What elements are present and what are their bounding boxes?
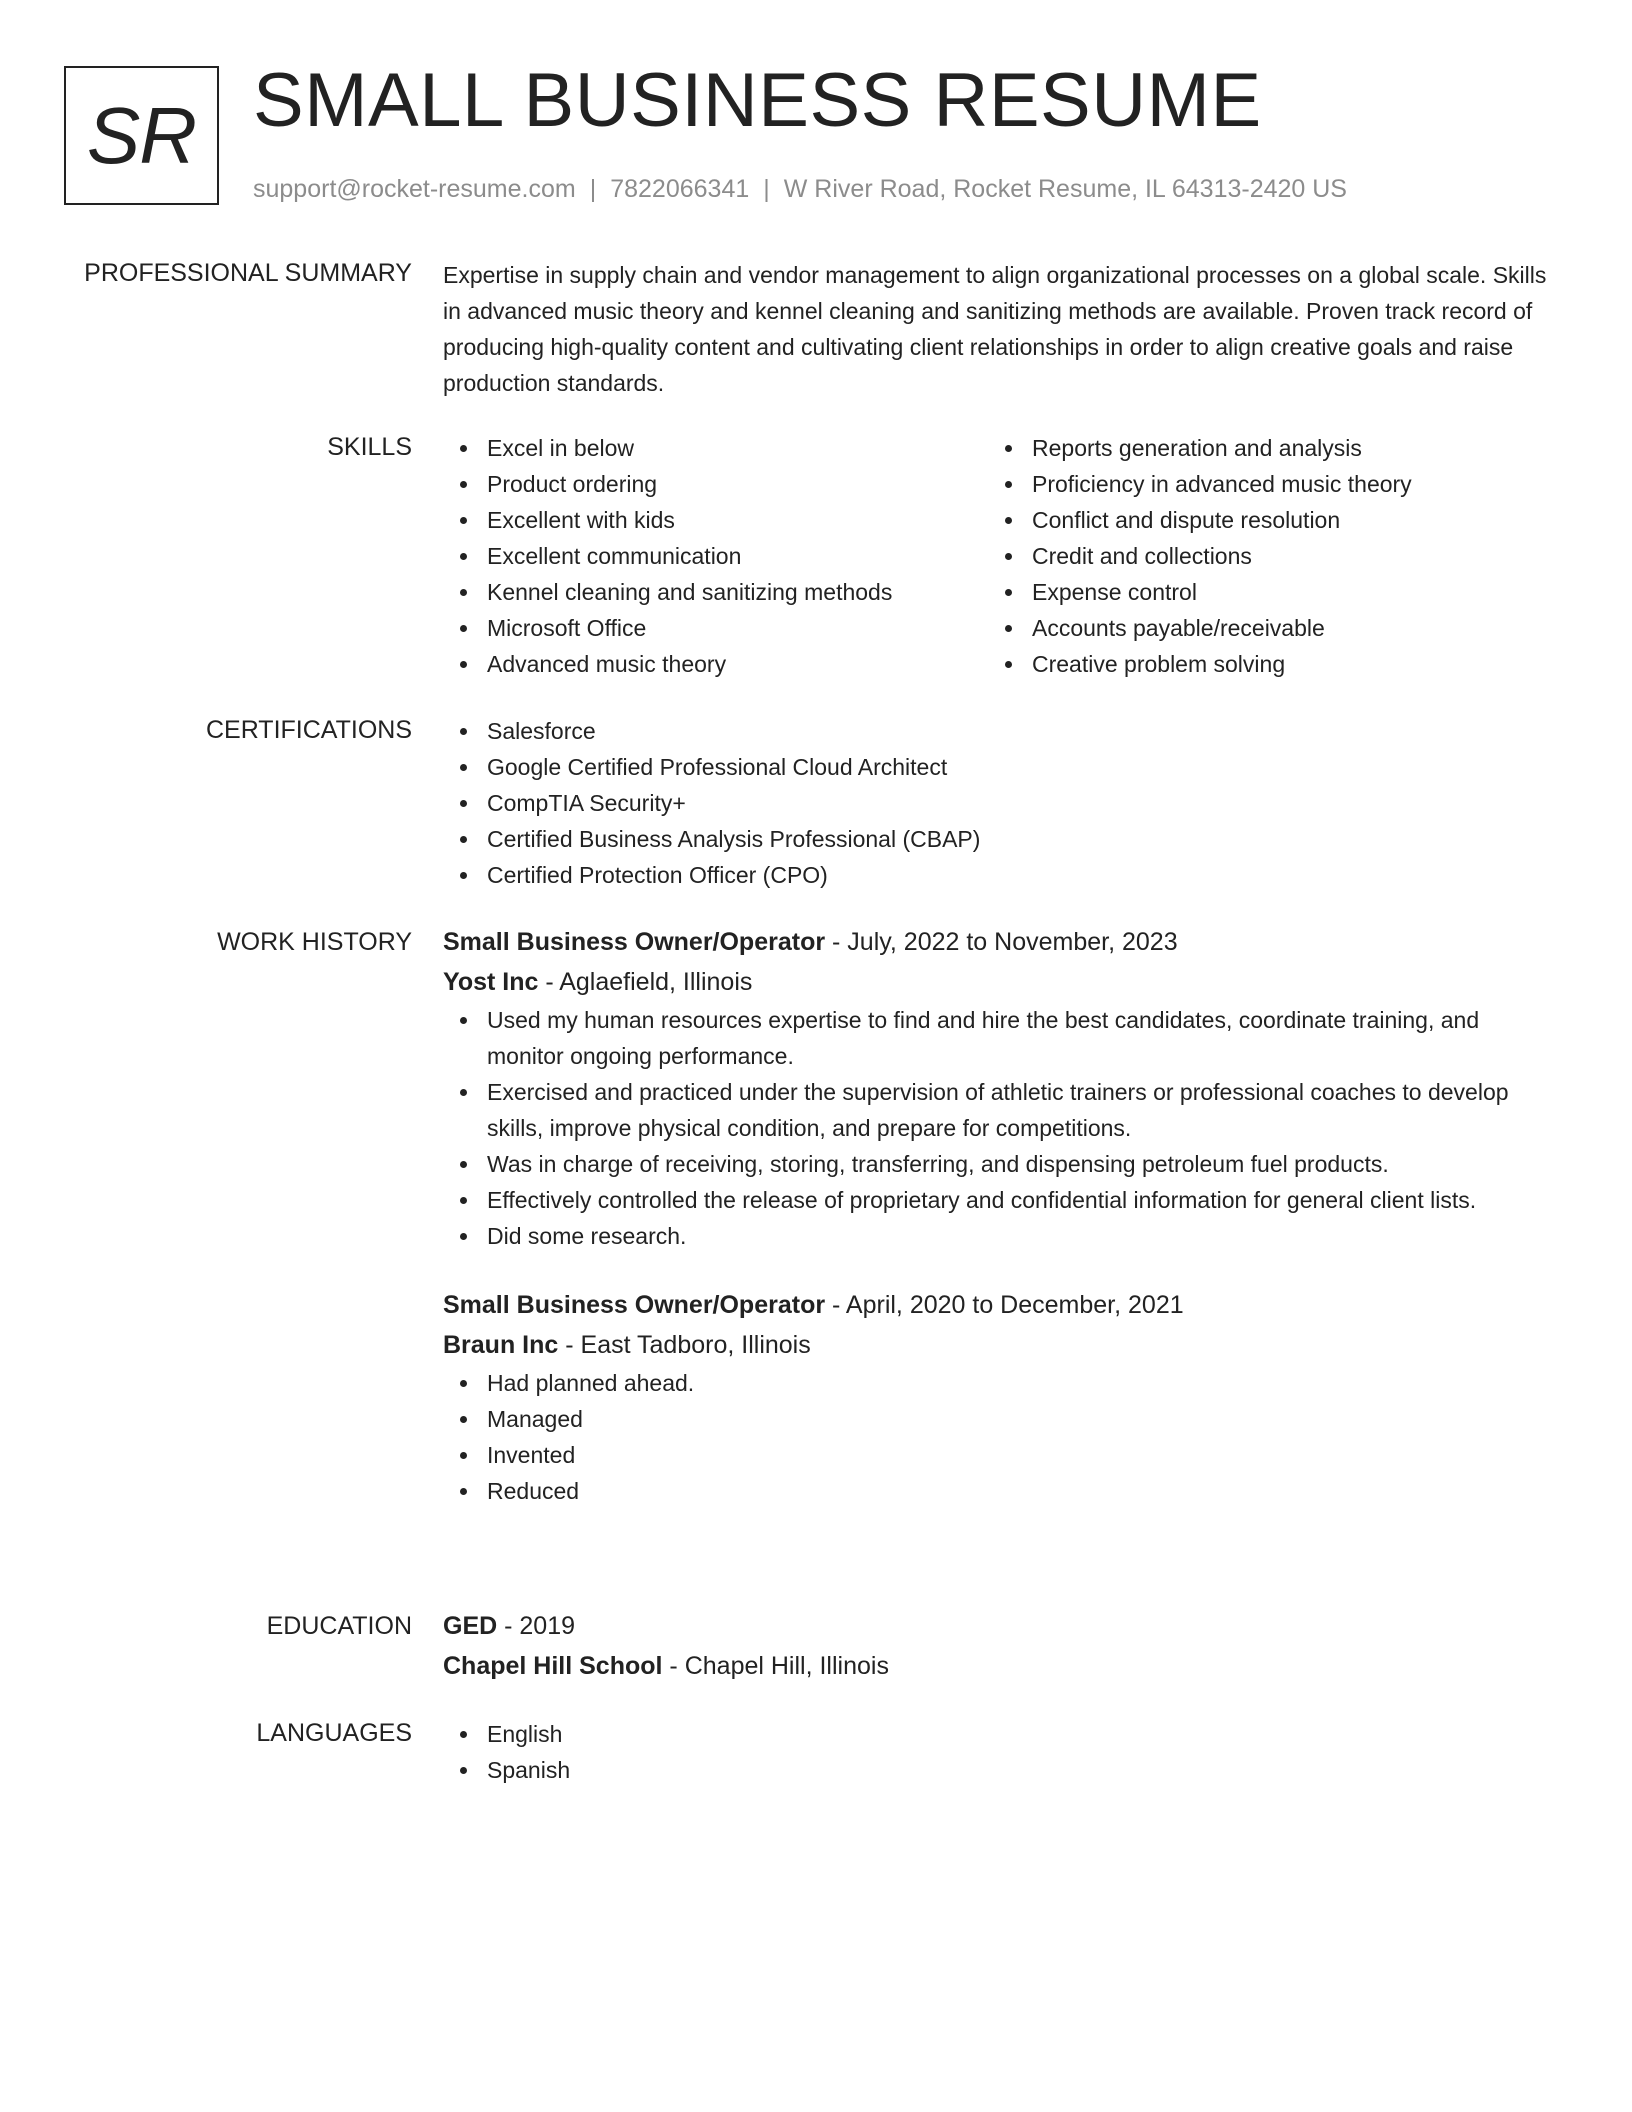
education-year: - 2019	[497, 1612, 576, 1640]
monogram-logo: SR	[64, 66, 219, 205]
section-label-languages: LANGUAGES	[256, 1719, 412, 1747]
certification-item: CompTIA Security+	[443, 785, 1558, 821]
job-company: Braun Inc	[443, 1331, 559, 1359]
skill-item: Excel in below	[443, 430, 988, 466]
summary-content	[443, 257, 1558, 401]
job-bullet: Did some research.	[443, 1218, 1558, 1254]
skill-item: Proficiency in advanced music theory	[988, 466, 1533, 502]
skills-content	[443, 430, 1558, 682]
skill-item: Conflict and dispute resolution	[988, 502, 1533, 538]
contact-separator: |	[589, 175, 597, 203]
certification-item: Google Certified Professional Cloud Architect	[443, 749, 1558, 785]
job-company: Yost Inc	[443, 968, 539, 996]
job-location: - East Tadboro, Illinois	[558, 1331, 811, 1359]
job-bullets	[443, 1002, 1558, 1254]
contact-separator: |	[763, 175, 770, 203]
languages-content	[443, 1716, 1558, 1788]
education-degree: GED	[443, 1612, 498, 1640]
section-label-skills: SKILLS	[327, 433, 412, 461]
work-history-content	[443, 922, 1558, 1509]
language-item: English	[443, 1716, 1558, 1752]
job-bullet: Managed	[443, 1401, 1558, 1437]
job-entry	[443, 922, 1558, 1254]
skill-item: Accounts payable/receivable	[988, 610, 1533, 646]
job-dates: - July, 2022 to November, 2023	[825, 928, 1178, 956]
skills-list-left	[443, 430, 988, 682]
job-bullet: Effectively controlled the release of proprietary and confidential information for general client lists.	[443, 1182, 1558, 1218]
contact-line	[253, 174, 1347, 204]
job-bullet: Was in charge of receiving, storing, transferring, and dispensing petroleum fuel products.	[443, 1146, 1558, 1182]
skill-item: Expense control	[988, 574, 1533, 610]
skill-item: Excellent communication	[443, 538, 988, 574]
skill-item: Product ordering	[443, 466, 988, 502]
certification-item: Certified Business Analysis Professional (CBAP)	[443, 821, 1558, 857]
job-bullet: Reduced	[443, 1473, 1558, 1509]
section-label-work-history: WORK HISTORY	[217, 928, 412, 956]
job-bullets	[443, 1365, 1558, 1509]
job-title: Small Business Owner/Operator	[443, 928, 826, 956]
certification-item: Certified Protection Officer (CPO)	[443, 857, 1558, 893]
job-company-line	[443, 962, 1558, 1002]
job-location: - Aglaefield, Illinois	[538, 968, 753, 996]
resume-title: SMALL BUSINESS RESUME	[253, 58, 1262, 143]
section-label-education: EDUCATION	[266, 1612, 412, 1640]
job-company-line	[443, 1325, 1558, 1365]
certifications-list	[443, 713, 1558, 893]
contact-email: support@rocket-resume.com	[253, 175, 576, 203]
section-label-summary: PROFESSIONAL SUMMARY	[84, 259, 412, 287]
job-bullet: Invented	[443, 1437, 1558, 1473]
skill-item: Reports generation and analysis	[988, 430, 1533, 466]
job-title-line	[443, 1285, 1558, 1325]
education-school-line	[443, 1646, 1558, 1686]
skill-item: Advanced music theory	[443, 646, 988, 682]
skill-item: Microsoft Office	[443, 610, 988, 646]
skill-item: Kennel cleaning and sanitizing methods	[443, 574, 988, 610]
skill-item: Credit and collections	[988, 538, 1533, 574]
skills-list-right	[988, 430, 1533, 682]
job-dates: - April, 2020 to December, 2021	[825, 1291, 1184, 1319]
education-location: - Chapel Hill, Illinois	[662, 1652, 889, 1680]
job-entry	[443, 1285, 1558, 1509]
summary-text: Expertise in supply chain and vendor management to align organizational processes on a global scale. Skills in advanced music theory and kennel cleaning and sanitizing methods are available. Proven track record of producing high-quality content and cultivating client relationships in order to align creative goals and raise production standards.	[443, 262, 1547, 396]
contact-address: W River Road, Rocket Resume, IL 64313-2420 US	[783, 175, 1347, 203]
education-content	[443, 1606, 1558, 1686]
languages-list	[443, 1716, 1558, 1788]
job-bullet: Exercised and practiced under the supervision of athletic trainers or professional coaches to develop skills, improve physical condition, and prepare for competitions.	[443, 1074, 1558, 1146]
job-title: Small Business Owner/Operator	[443, 1291, 826, 1319]
section-label-certifications: CERTIFICATIONS	[205, 716, 412, 744]
contact-phone: 7822066341	[610, 175, 750, 203]
education-school: Chapel Hill School	[443, 1652, 663, 1680]
job-bullet: Used my human resources expertise to find and hire the best candidates, coordinate training, and monitor ongoing performance.	[443, 1002, 1558, 1074]
job-title-line	[443, 922, 1558, 962]
education-degree-line	[443, 1606, 1558, 1646]
skill-item: Excellent with kids	[443, 502, 988, 538]
language-item: Spanish	[443, 1752, 1558, 1788]
job-bullet: Had planned ahead.	[443, 1365, 1558, 1401]
skill-item: Creative problem solving	[988, 646, 1533, 682]
certification-item: Salesforce	[443, 713, 1558, 749]
certifications-content	[443, 713, 1558, 893]
